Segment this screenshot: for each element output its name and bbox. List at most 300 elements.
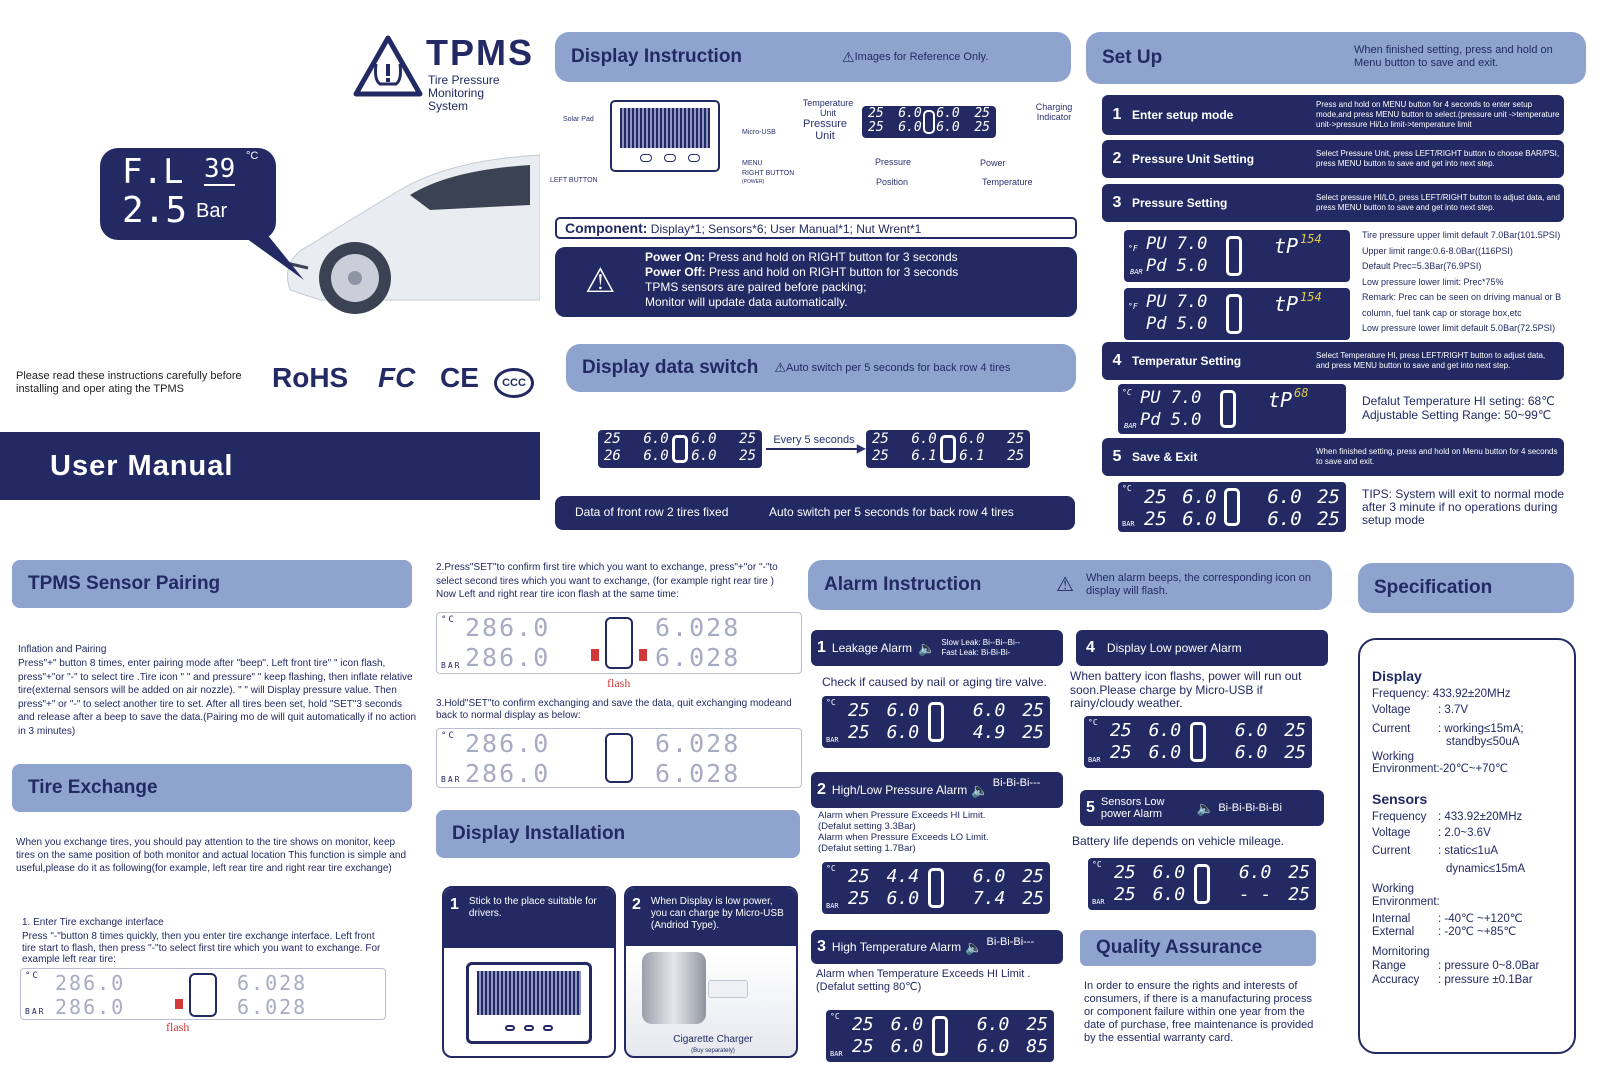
decor	[505, 1025, 515, 1031]
display-switch-lcd2-top-0: 25	[872, 431, 889, 447]
exchange-bar: BAR	[441, 661, 462, 670]
exchange-ghost-row: 286.0	[465, 643, 551, 672]
setup-pressure-notes-0: Tire pressure upper limit default 7.0Bar(101.5PSI)	[1362, 230, 1561, 240]
display-instruction-header	[555, 32, 1071, 82]
decor	[626, 888, 796, 946]
spec-header	[1358, 563, 1574, 613]
charger-sublabel: (Buy separately)	[691, 1048, 735, 1054]
brand-subtitle-lines-0: Tire Pressure	[428, 73, 500, 87]
setup-step-1	[1102, 95, 1564, 135]
alarm-lcd-a3-3: 25	[1026, 1014, 1048, 1035]
label-pressure: Pressure	[875, 157, 912, 167]
pairing-text: Press"+" button 8 times, enter pairing mode after "beep". Left front tire" " icon flash, press"+"or "-" to select tire .Tire icon " " and pressure" " keep flashing, then inflate relative tire(external sensors will be added on air nozzle). " " will Display pressure value. Then press"+" or "-" to select another tire to set. After all tires been set, hold "SET"3 seconds and release after a beep to save the data.(Pairing mo de will quit automatically if no action in 3 minutes)	[18, 658, 417, 737]
spec-sensors-heading: Sensors	[1372, 791, 1428, 807]
setup-steps-4-n: 5	[1112, 448, 1122, 465]
alarm-lcd-a3-1: 6.0	[890, 1014, 924, 1035]
spec-display-row	[1372, 737, 1562, 748]
setup-pressure-notes-1: Upper limit range:0.6-8.0Bar((116PSI)	[1362, 245, 1513, 256]
spec-sensor-row	[1372, 926, 1562, 939]
alarm-2-title: High/Low Pressure Alarm	[831, 783, 968, 797]
component-text: Display*1; Sensors*6; User Manual*1; Nut Wrent*1	[650, 222, 922, 236]
alarm-1-lcd	[822, 696, 1050, 748]
decor	[640, 154, 652, 162]
spec-sensors-rows-2-1: : static≤1uA	[1438, 845, 1499, 857]
reference-note: Images for Reference Only.	[854, 51, 989, 63]
spec-display-rows-2-0: Current	[1372, 723, 1411, 735]
setup-step-3	[1102, 184, 1564, 222]
alarm-lcd-a1-1: 6.0	[886, 700, 920, 721]
device-diagram	[610, 100, 720, 172]
spec-sensors-rows-2-0: Current	[1372, 845, 1411, 857]
decor	[940, 435, 956, 464]
alarm-lcd-a1-5: 6.0	[886, 722, 920, 743]
setup-steps-1-t: Pressure Unit Setting	[1132, 152, 1255, 166]
exchange-bar: BAR	[441, 775, 462, 784]
alarm-lcd-a4-3: 25	[1284, 720, 1306, 741]
alarm-2-beep: Bi-Bi-Bi---	[992, 777, 1041, 789]
setup-pressure-notes-2: Default Prec=5.3Bar(76.9PSI)	[1362, 261, 1482, 271]
temp-notes	[1362, 394, 1555, 422]
spec-display-rows-3-1: standby≤50uA	[1446, 736, 1520, 748]
alarm-lcd-a2-4: 25	[848, 888, 870, 909]
decor	[848, 888, 1044, 909]
flash-marker	[639, 649, 647, 661]
spec-sensors-rows-9-1: : pressure ±0.1Bar	[1438, 974, 1533, 986]
alarm-lcd-a5-1: 6.0	[1152, 862, 1186, 883]
exchange-text: When you exchange tires, you should pay attention to the tire shows on monitor, keep tires on the same position of both monitor and actual location This function is simple and useful,please do it as following(for example, left rear tire and right rear tire exchange)	[16, 837, 407, 874]
spec-display-row	[1372, 721, 1562, 737]
decor	[928, 702, 944, 742]
spec-sensors-rows-4-0: Working Environment:	[1372, 883, 1440, 908]
setup-steps-3-t: Temperatur Setting	[1132, 354, 1242, 368]
alarm-2-text	[818, 810, 989, 854]
display-switch-lcd1-top-1: 6.0	[643, 431, 669, 447]
read-instructions-note	[16, 370, 242, 396]
setup-steps-0-d: Press and hold on MENU button for 4 seconds to enter setup mode,and press MENU button to select.(pressure unit ->temperature unit->pressure Hi/Lo limit->temperature limit	[1316, 100, 1560, 129]
decor	[645, 250, 958, 310]
setup-steps-0-t: Enter setup mode	[1132, 108, 1234, 122]
speaker-icon: 🔈	[1196, 799, 1215, 816]
units-c: °C	[1088, 718, 1098, 727]
spec-display-rows-0-0: Frequency:	[1372, 688, 1430, 700]
warning-icon-alarm: ⚠	[1056, 574, 1074, 596]
decor	[941, 638, 1020, 658]
decor	[688, 154, 700, 162]
exchange-ghost-row: 286.0	[55, 995, 126, 1019]
installation-title: Display Installation	[452, 823, 626, 844]
bubble-temp-unit: °C	[246, 150, 259, 162]
user-manual-title: User Manual	[50, 450, 234, 482]
decor	[645, 250, 958, 265]
setup-save-lcd-top-2: 6.0	[1267, 486, 1302, 508]
exchange-bar: BAR	[25, 1007, 46, 1016]
pairing-heading: Inflation and Pairing	[18, 644, 107, 655]
display-switch-lcd2-bottom-1: 6.1	[911, 448, 937, 464]
switch-bar-right: Auto switch per 5 seconds for back row 4 tires	[769, 505, 1014, 519]
hero-note-lines-0: Please read these instructions carefully before	[16, 370, 242, 382]
spec-sensors-rows-0-1: : 433.92±20MHz	[1438, 811, 1523, 823]
display-switch-lcd1-bottom-2: 6.0	[691, 448, 717, 464]
charger-label: Cigarette Charger	[673, 1034, 753, 1045]
alarm-lcd-a4-4: 25	[1110, 742, 1132, 763]
decor	[1144, 486, 1340, 508]
brand-subtitle-lines-2: System	[428, 99, 469, 113]
display-instruction-power-on-text: Press and hold on RIGHT button for 3 seconds	[708, 250, 958, 264]
display-switch-lcd2-top-1: 6.0	[911, 431, 937, 447]
lcd-diagram	[862, 106, 996, 138]
alarm-lcd-a1-7: 25	[1022, 722, 1044, 743]
setup-steps-1-n: 2	[1112, 150, 1122, 167]
menu-buttons	[640, 154, 700, 164]
units-c: °C	[1092, 860, 1102, 869]
alarm-lcd-a3-5: 6.0	[890, 1036, 924, 1057]
alarm-lcd-a5-6: - -	[1238, 884, 1272, 905]
decor: 3	[817, 938, 826, 955]
alarm-5-beep: Bi-Bi-Bi-Bi-Bi	[1218, 802, 1282, 814]
alarm-lcd-a5-2: 6.0	[1238, 862, 1272, 883]
alarm-a2-text2: (Defalut setting 3.3Bar)	[818, 821, 916, 832]
exchange-lcd-3	[436, 728, 802, 788]
exchange-ghost-row: 286.0	[465, 729, 551, 758]
exchange-ghost-row: 286.0	[465, 759, 551, 788]
alarm-3-lcd	[826, 1010, 1054, 1062]
alarm-1-text: Check if caused by nail or aging tire valve.	[822, 675, 1047, 689]
switch-lcd-2	[866, 430, 1030, 468]
spec-display-row	[1372, 702, 1562, 718]
spec-display-rows-2-1: : working≤15mA;	[1438, 723, 1524, 735]
setup-lcd-temp-val: 68	[1294, 386, 1309, 400]
setup-lcd-pd: Pd 5.0	[1146, 256, 1208, 276]
display-instruction-power-on-label: Power On:	[645, 250, 706, 264]
alarm-1-header	[811, 630, 1063, 666]
exchange-ghost-row2: 6.028	[655, 759, 741, 788]
units-bar: BAR	[1122, 520, 1135, 528]
setup-steps-3-d: Select Temperature HI, press LEFT/RIGHT button to adjust data, and press MENU button to save and get into next step.	[1316, 351, 1546, 370]
setup-lcd-pu: PU 7.0	[1146, 292, 1208, 312]
setup-lcd-tp: tP	[1268, 388, 1293, 412]
alarm-lcd-a5-3: 25	[1288, 862, 1310, 883]
setup-steps-0-n: 1	[1112, 106, 1122, 123]
decor: 2	[817, 781, 826, 798]
bubble-position: F.L	[122, 152, 184, 192]
spec-sensor-row	[1372, 825, 1562, 841]
exchange-header	[12, 764, 412, 812]
solar-panel	[620, 108, 710, 148]
spec-sensors-rows-6-1: : -20℃ ~+85℃	[1438, 926, 1517, 938]
car-icon	[605, 733, 633, 783]
every-5-seconds	[766, 434, 866, 455]
units-bar: BAR	[830, 1050, 843, 1058]
display-switch-header	[566, 344, 1076, 392]
spec-sensors-rows-8-1: : pressure 0~8.0Bar	[1438, 960, 1540, 972]
decor: 25	[974, 106, 990, 121]
tire-reading-bubble	[100, 148, 276, 240]
display-switch-note: Auto switch per 5 seconds for back row 4 tires	[786, 362, 1011, 374]
units-c: °C	[830, 1012, 840, 1021]
exchange-ghost-row2: 6.028	[655, 643, 741, 672]
bubble-pressure-unit: Bar	[196, 200, 228, 222]
units-bar: BAR	[826, 902, 839, 910]
decor	[645, 265, 958, 280]
setup-save-lcd-bottom-0: 25	[1144, 508, 1167, 530]
alarm-lcd-a4-0: 25	[1110, 720, 1132, 741]
decor	[672, 435, 688, 464]
exchange-title: Tire Exchange	[28, 777, 158, 798]
units-c: °C	[1122, 484, 1132, 493]
decor	[477, 971, 581, 1015]
pairing-title: TPMS Sensor Pairing	[28, 573, 221, 594]
decor	[848, 700, 1044, 721]
speaker-icon: 🔈	[917, 639, 936, 656]
alarm-4-title: Display Low power Alarm	[1106, 641, 1242, 655]
alarm-lcd-a2-0: 25	[848, 866, 870, 887]
units-c: °C	[826, 698, 836, 707]
setup-lcd-pd: Pd 5.0	[1140, 410, 1202, 430]
spec-sensors-rows-0-0: Frequency	[1372, 811, 1427, 823]
switch-info-bar	[555, 496, 1075, 530]
setup-steps-1-d: Select Pressure Unit, press LEFT/RIGHT button to choose BAR/PSI, press MENU button to save and get into next step.	[1316, 149, 1560, 168]
alarm-lcd-a4-2: 6.0	[1234, 720, 1268, 741]
brand-title: TPMS	[426, 32, 535, 73]
display-switch-lcd2-top-2: 6.0	[959, 431, 985, 447]
spec-sensor-row	[1372, 883, 1562, 909]
exchange-ghost-row2: 6.028	[237, 971, 308, 995]
alarm-lcd-a1-4: 25	[848, 722, 870, 743]
display-switch-lcd2-bottom-2: 6.1	[959, 448, 985, 464]
pairing-header	[12, 560, 412, 608]
alarm-lcd-a2-2: 6.0	[972, 866, 1006, 887]
display-unit-image	[466, 962, 592, 1044]
spec-sensors-rows-6-0: External	[1372, 926, 1415, 938]
spec-display-rows-4-0: Working Environment:	[1372, 751, 1440, 775]
spec-sensors-rows-5-0: Internal	[1372, 913, 1411, 925]
spec-title: Specification	[1374, 577, 1493, 598]
decor	[348, 271, 362, 285]
decor: 6.0	[936, 106, 960, 121]
display-switch-every: Every 5 seconds	[773, 434, 855, 446]
units-bar: BAR	[1124, 422, 1137, 430]
car-icon	[605, 617, 633, 669]
alarm-lcd-a3-0: 25	[852, 1014, 874, 1035]
setup-pressure-notes-3: Low pressure lower limit: Prec*75%	[1362, 276, 1504, 287]
display-switch-lcd1-top-2: 6.0	[691, 431, 717, 447]
install-step-2-number: 2	[632, 896, 641, 913]
alarm-3-beep: Bi-Bi-Bi---	[986, 936, 1035, 948]
alarm-1-fast: Fast Leak: Bi-Bi-Bi-	[941, 648, 1011, 657]
decor: 5	[1086, 799, 1095, 816]
alarm-lcd-a4-1: 6.0	[1148, 720, 1182, 741]
decor	[232, 228, 304, 280]
decor	[1110, 720, 1306, 741]
exchange-step1-title: 1. Enter Tire exchange interface	[22, 917, 164, 928]
alarm-a2-text3: Alarm when Pressure Exceeds LO Limit.	[818, 832, 989, 843]
alarm-lcd-a4-6: 6.0	[1234, 742, 1268, 763]
exchange-step1-text: Press "-"button 8 times quickly, then you enter tire exchange interface. Left front tire start to flash, then press "-"to select first tire which you want to exchange. For example left rear tire:	[22, 931, 381, 965]
alarm-lcd-a2-3: 25	[1022, 866, 1044, 887]
alarm-lcd-a2-7: 25	[1022, 888, 1044, 909]
setup-save-lcd-bottom-1: 6.0	[1182, 508, 1217, 530]
setup-save-lcd-bottom-2: 6.0	[1267, 508, 1302, 530]
label-pressure-unit: Pressure Unit	[802, 118, 848, 142]
decor	[664, 154, 676, 162]
label-menu: MENU	[742, 160, 763, 167]
setup-lcd-pressure-2	[1124, 288, 1350, 340]
setup-steps-3-n: 4	[1112, 352, 1122, 369]
setup-step-2	[1102, 140, 1564, 178]
spec-sensor-row	[1372, 861, 1562, 877]
setup-lcd-tp: tP	[1274, 234, 1299, 258]
decor	[386, 78, 390, 82]
quality-text: In order to ensure the rights and interests of consumers, if there is a manufacturing process or component failure within one year from the date of purchase, free maintenance is provided by the essential warranty card.	[1084, 980, 1314, 1044]
quality-header	[1080, 930, 1316, 966]
alarm-lcd-a1-3: 25	[1022, 700, 1044, 721]
setup-temp-note1: Defalut Temperature HI seting: 68℃	[1362, 394, 1555, 408]
alarm-lcd-a5-5: 6.0	[1152, 884, 1186, 905]
display-instruction-title: Display Instruction	[571, 46, 743, 67]
decor	[1224, 488, 1240, 526]
alarm-a2-text4: (Defalut setting 1.7Bar)	[818, 843, 916, 854]
cert-rohs: RoHS	[272, 362, 349, 393]
decor	[1190, 722, 1206, 762]
hero-note-lines-1: installing and oper ating the TPMS	[16, 383, 184, 395]
units-c: °C	[826, 864, 836, 873]
decor	[386, 64, 390, 76]
flash-marker	[591, 649, 599, 661]
setup-note: When finished setting, press and hold on Menu button to save and exit.	[1354, 44, 1553, 69]
car-icon	[189, 973, 217, 1017]
decor: ▶	[856, 441, 866, 455]
switch-bar-left: Data of front row 2 tires fixed	[575, 505, 729, 519]
setup-title: Set Up	[1102, 47, 1163, 68]
setup-lcd-tp-val: 154	[1300, 290, 1322, 304]
label-charging-indicator: Charging Indicator	[1035, 102, 1073, 122]
label-left-button: LEFT BUTTON	[550, 177, 598, 184]
alarm-5-lcd	[1088, 858, 1316, 910]
brand-subtitle-lines-1: Monitoring	[428, 86, 485, 100]
component-label: Component:	[565, 220, 648, 236]
exchange-temp-unit: °C	[25, 971, 40, 981]
setup-save-lcd-top-3: 25	[1317, 486, 1340, 508]
spec-display-rows-1-0: Voltage	[1372, 704, 1411, 716]
label-temperature: Temperature	[982, 177, 1033, 187]
units-bar: BAR	[826, 736, 839, 744]
display-switch-title: Display data switch	[582, 357, 759, 378]
install-step-1-number: 1	[450, 896, 459, 913]
spec-sensors-rows-9-0: Accuracy	[1372, 974, 1420, 986]
install-step-1-text: Stick to the place suitable for drivers.	[468, 896, 597, 919]
spec-box	[1358, 638, 1576, 1054]
flash-marker	[175, 999, 183, 1009]
decor: 25	[868, 120, 884, 135]
setup-save-lcd-top-0: 25	[1144, 486, 1167, 508]
spec-sensor-row	[1372, 843, 1562, 859]
display-instruction-power-off-label: Power Off:	[645, 265, 706, 279]
decor	[1220, 390, 1236, 428]
component-bar	[555, 217, 1077, 239]
cert-ce: CE	[440, 362, 479, 393]
units-f: °F	[1128, 302, 1138, 311]
setup-save-lcd-top-1: 6.0	[1182, 486, 1217, 508]
setup-steps-4-t: Save & Exit	[1132, 450, 1198, 464]
decor	[444, 888, 614, 948]
decor	[848, 722, 1044, 743]
alarm-1-slow: Slow Leak: Bi--Bi--Bi--	[941, 638, 1021, 647]
alarm-lcd-a5-7: 25	[1288, 884, 1310, 905]
setup-tips: TIPS: System will exit to normal mode after 3 minute if no operations during setup mode	[1362, 487, 1565, 527]
exchange-step3-text: 3.Hold"SET"to confirm exchanging and save the data, quit exchanging modeand back to normal display as below:	[436, 698, 792, 721]
decor: 1	[817, 639, 826, 656]
units-bar: BAR	[1092, 898, 1105, 906]
display-switch-lcd2-top-3: 25	[1007, 431, 1024, 447]
setup-lcd-save	[1118, 482, 1346, 532]
setup-lcd-temp	[1118, 384, 1346, 434]
units-bar: BAR	[1088, 756, 1101, 764]
setup-pressure-notes-4: Remark: Prec can be seen on driving manual or B	[1362, 292, 1562, 302]
warning-icon-small: ⚠	[774, 360, 786, 375]
installation-header	[436, 810, 800, 858]
display-switch-lcd1-bottom-3: 25	[739, 448, 756, 464]
decor	[852, 1036, 1048, 1057]
exchange-lcd-2	[436, 612, 802, 674]
setup-lcd-tp: tP	[1274, 292, 1299, 316]
tire-warning-icon	[352, 34, 424, 100]
brand-subtitle	[428, 74, 500, 113]
spec-sensors-rows-1-1: : 2.0~3.6V	[1438, 827, 1491, 839]
warning-icon: ⚠	[842, 48, 855, 65]
speaker-icon: 🔈	[971, 781, 989, 798]
spec-display-row	[1372, 686, 1562, 702]
decor	[1110, 742, 1306, 763]
decor: 6.0	[898, 120, 922, 135]
decor	[543, 1025, 553, 1031]
usb-cable-image	[708, 980, 748, 998]
spec-sensors-rows-7-0: Mornitoring	[1372, 946, 1430, 958]
decor	[848, 866, 1044, 887]
spec-sensors-rows-3-1: dynamic≤15mA	[1446, 863, 1526, 875]
decor	[928, 868, 944, 908]
alarm-lcd-a1-2: 6.0	[972, 700, 1006, 721]
setup-steps-2-n: 3	[1112, 194, 1122, 211]
decor: 25	[868, 106, 884, 121]
spec-sensors-rows-5-1: : -40℃ ~+120℃	[1438, 913, 1523, 925]
label-solar-pad: Solar Pad	[563, 116, 594, 123]
alarm-lcd-a2-6: 7.4	[972, 888, 1006, 909]
setup-save-lcd-bottom-3: 25	[1317, 508, 1340, 530]
decor	[923, 110, 935, 134]
decor: 4	[1086, 639, 1095, 656]
spec-sensor-row	[1372, 959, 1562, 973]
label-micro-usb: Micro-USB	[742, 129, 776, 136]
setup-steps-4-d: When finished setting, press and hold on Menu button for 4 seconds to save and exit.	[1316, 447, 1558, 466]
setup-lcd-pu: PU 7.0	[1146, 234, 1208, 254]
display-switch-lcd1-top-3: 25	[739, 431, 756, 447]
exchange-ghost-row2: 6.028	[655, 613, 741, 642]
exchange-ghost-row: 286.0	[465, 613, 551, 642]
spec-display-row	[1372, 751, 1562, 775]
label-position: Position	[876, 177, 909, 187]
alarm-lcd-a2-5: 6.0	[886, 888, 920, 909]
spec-display-rows-4-1: -20℃~+70℃	[1439, 763, 1508, 775]
setup-temp-note2: Adjustable Setting Range: 50~99℃	[1362, 408, 1552, 422]
alarm-4-lcd	[1084, 716, 1312, 768]
units-c: °C	[1122, 388, 1132, 397]
decor: 6.0	[898, 106, 922, 121]
exchange-flash-label-2: flash	[607, 676, 631, 690]
alarm-3-text: Alarm when Temperature Exceeds HI Limit . (Defalut setting 80℃)	[816, 968, 1031, 993]
decor	[852, 1014, 1048, 1035]
display-instruction-labels-right-button: RIGHT BUTTON	[742, 170, 795, 177]
display-switch-lcd2-bottom-0: 25	[872, 448, 889, 464]
